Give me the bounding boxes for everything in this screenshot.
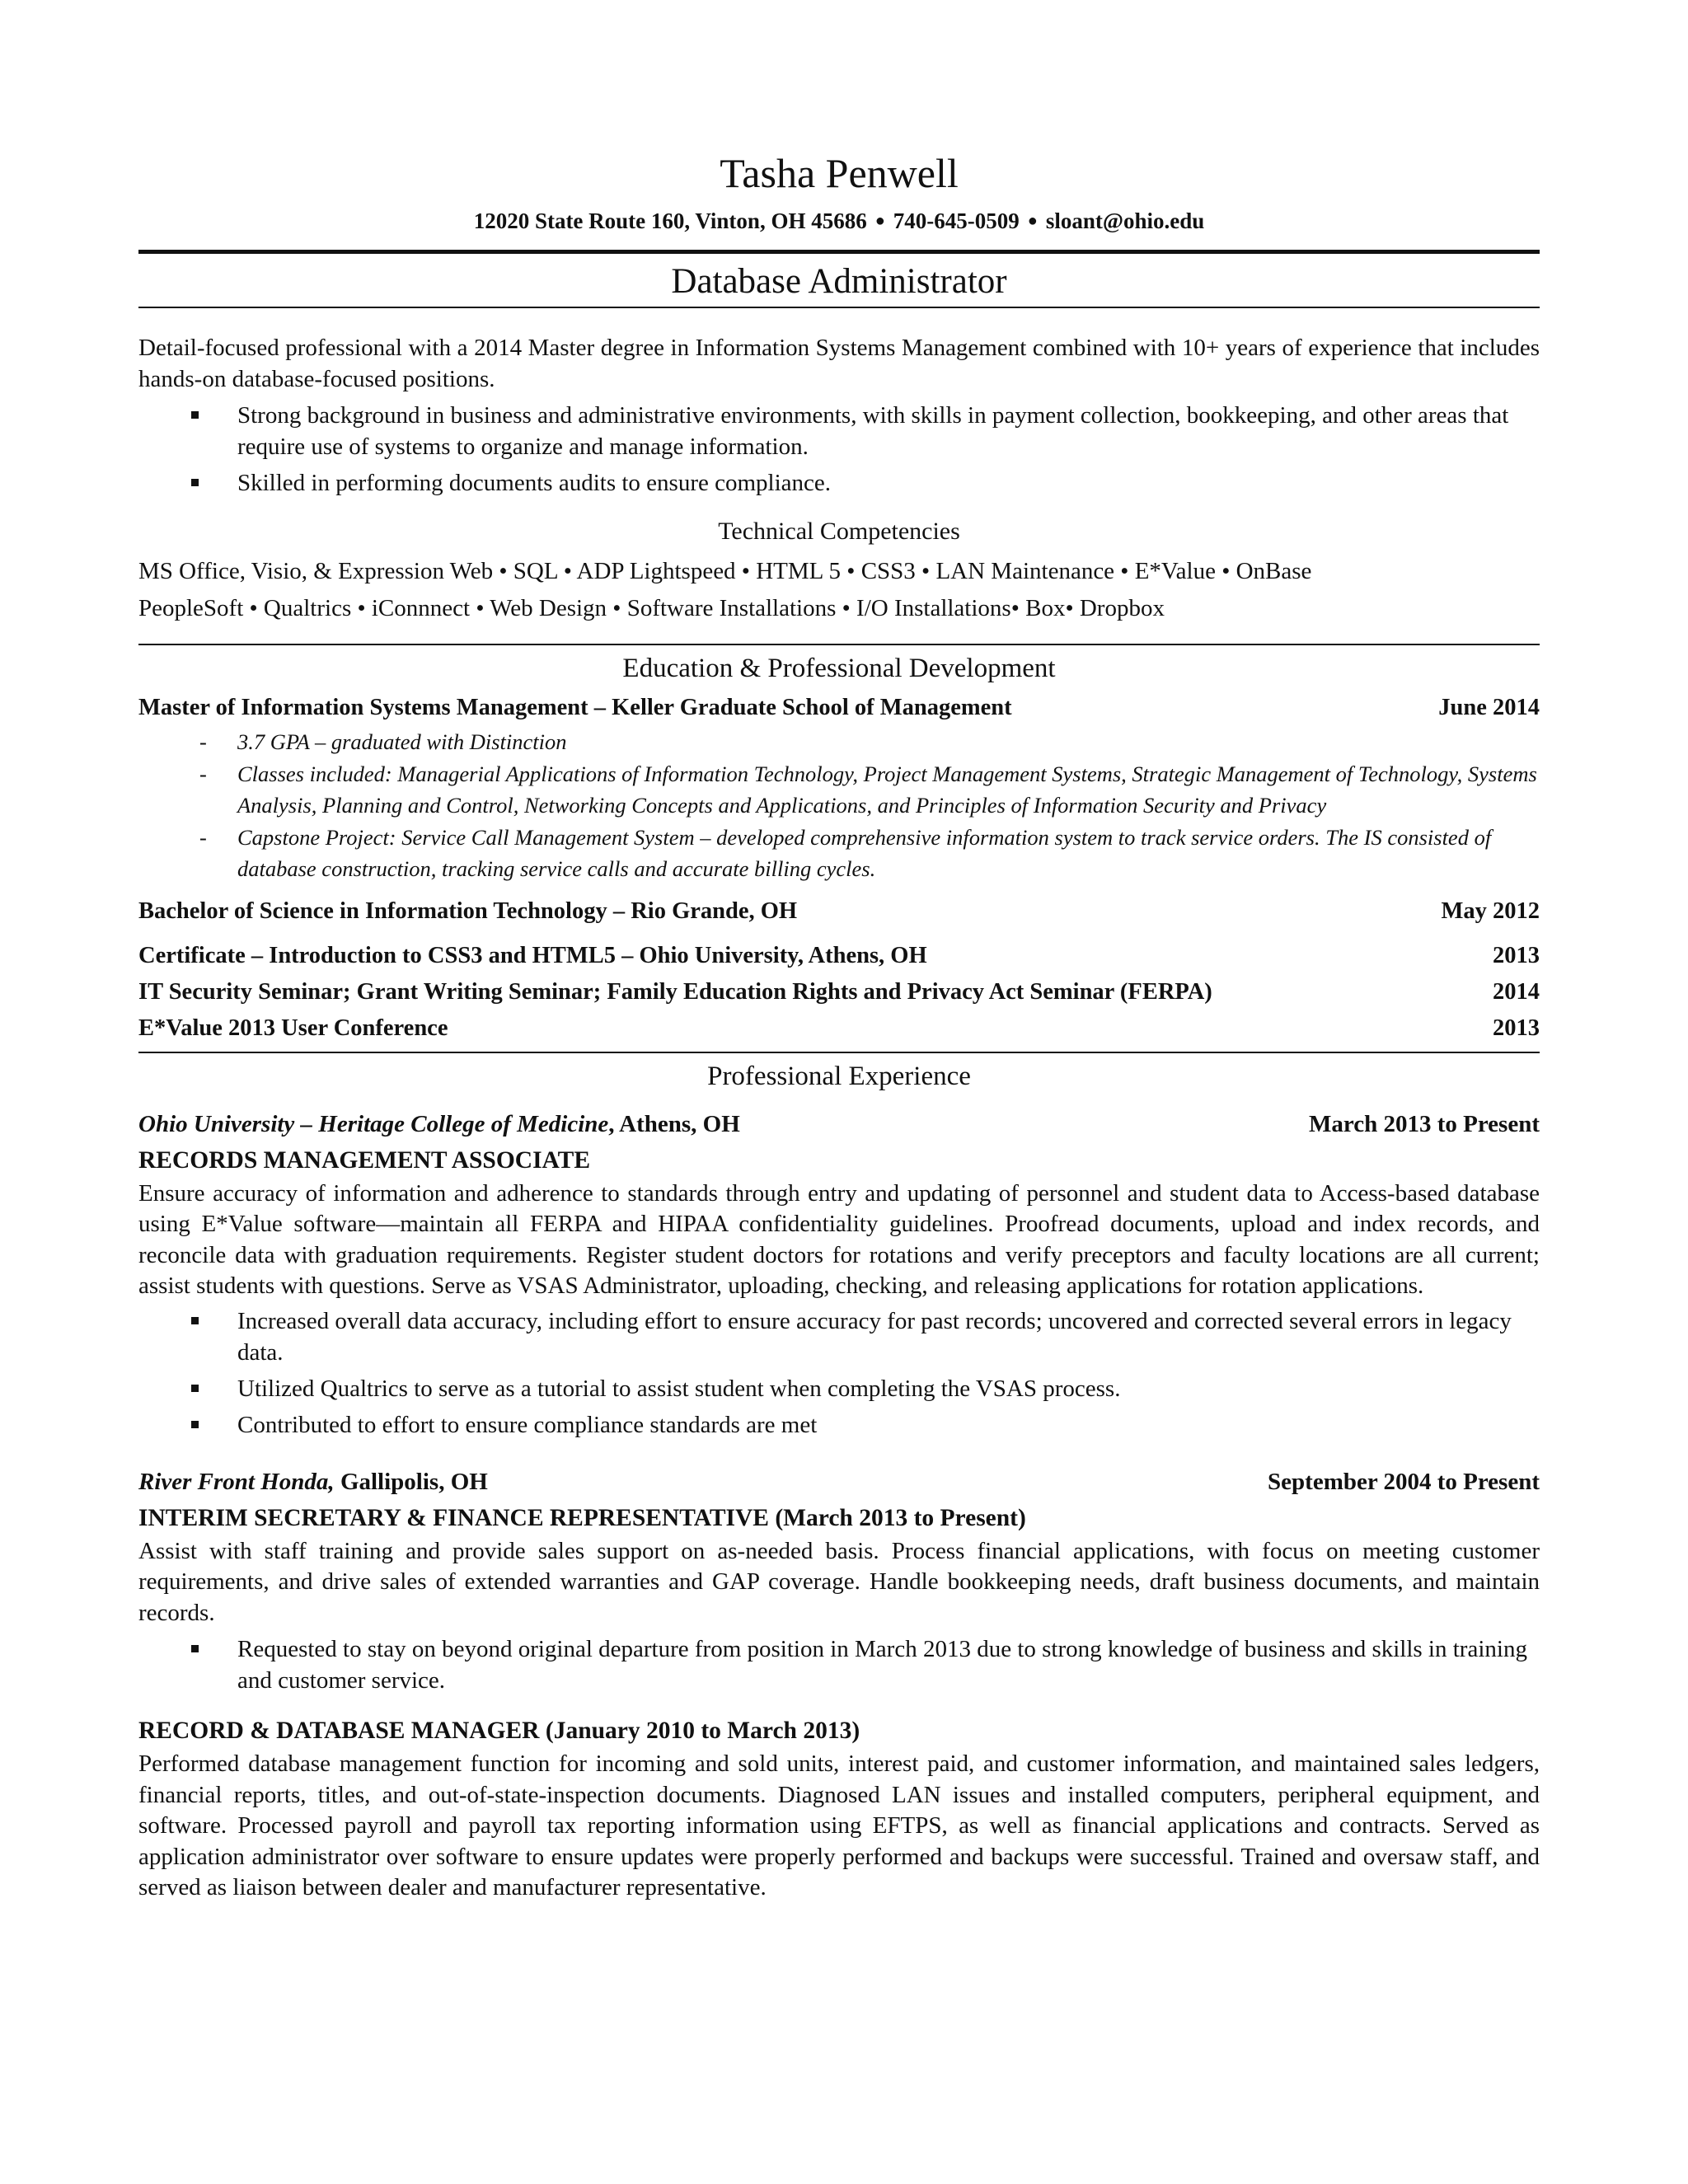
employer <box>138 1106 740 1142</box>
list-item <box>138 1305 1540 1368</box>
list-item <box>138 1633 1540 1696</box>
masters-degree: Master of Information Systems Management – Keller Graduate School of Management <box>138 695 1012 720</box>
position-description: Assist with staff training and provide sales support on as-needed basis. Process financial applications, with focus on meeting customer requirements, and drive sales of extended warranties and GAP coverage. Handle bookkeeping needs, draft business documents, and maintain records. <box>138 1537 1540 1626</box>
employer-row <box>138 1106 1540 1142</box>
section-divider <box>138 1052 1540 1053</box>
phone: 740-645-0509 <box>893 209 1020 233</box>
list-item <box>138 758 1540 822</box>
bullet-text: Utilized Qualtrics to serve as a tutorial to assist student when completing the VSAS process. <box>237 1375 1121 1402</box>
summary-bullets <box>138 400 1540 499</box>
dash-bullet-icon: - <box>199 824 207 850</box>
bullet-text: Increased overall data accuracy, including effort to ensure accuracy for past records; uncovered and corrected several errors in legacy data. <box>237 1307 1512 1366</box>
masters-row <box>138 690 1540 726</box>
certificate-row <box>138 1010 1540 1047</box>
section-divider <box>138 644 1540 645</box>
square-bullet-icon <box>191 1421 199 1428</box>
bullet-text: Strong background in business and administrative environments, with skills in payment collection, bookkeeping, and other areas that require use of systems to organize and manage information. <box>237 402 1509 460</box>
list-item <box>138 1373 1540 1404</box>
employer-name: River Front Honda, <box>138 1468 335 1495</box>
bachelors-date: May 2012 <box>1441 898 1540 924</box>
list-item <box>138 726 1540 758</box>
masters-date: June 2014 <box>1438 695 1540 720</box>
employer-name: Ohio University – Heritage College of Medicine <box>138 1110 609 1137</box>
detail-text: Capstone Project: Service Call Management System – developed comprehensive information system to track service orders. The IS consisted of database construction, tracking service calls and accurate billing cycles. <box>237 824 1492 881</box>
summary-paragraph: Detail-focused professional with a 2014 Master degree in Information Systems Management combined with 10+ years of experience that includes hands-on database-focused positions. <box>138 335 1540 392</box>
bachelors-row <box>138 893 1540 930</box>
candidate-name: Tasha Penwell <box>720 150 959 196</box>
contact-line <box>138 206 1540 238</box>
position-bullets <box>138 1633 1540 1696</box>
separator-dot: ● <box>874 212 885 230</box>
bullet-text: Contributed to effort to ensure compliance standards are met <box>237 1411 818 1438</box>
dash-bullet-icon: - <box>199 761 207 786</box>
square-bullet-icon <box>191 411 199 419</box>
certificate-label: IT Security Seminar; Grant Writing Seminar; Family Education Rights and Privacy Act Seminar (FERPA) <box>138 978 1212 1005</box>
employment-dates: September 2004 to Present <box>1268 1468 1540 1495</box>
list-item <box>138 467 1540 499</box>
certificate-date: 2013 <box>1493 942 1540 968</box>
position-description: Ensure accuracy of information and adherence to standards through entry and updating of personnel and student data to Access-based database using E*Value software—maintain all FERPA and HIPAA confidentiality guidelines. Proofread documents, upload and index records, and reconcile data with graduation requirements. Register student doctors for rotations and verify preceptors and faculty locations are all current; assist students with questions. Serve as VSAS Administrator, uploading, checking, and releasing applications for rotation applications. <box>138 1179 1540 1299</box>
certificate-date: 2014 <box>1493 978 1540 1005</box>
position-title: RECORDS MANAGEMENT ASSOCIATE <box>138 1146 591 1174</box>
certificate-label: Certificate – Introduction to CSS3 and HTML5 – Ohio University, Athens, OH <box>138 942 927 968</box>
dash-bullet-icon: - <box>199 729 207 754</box>
certificate-date: 2013 <box>1493 1015 1540 1041</box>
competencies-line-1: MS Office, Visio, & Expression Web • SQL • ADP Lightspeed • HTML 5 • CSS3 • LAN Maintenance • E*Value • OnBase <box>138 558 1312 584</box>
position-description: Performed database management function for incoming and sold units, interest paid, and customer information, and maintained sales ledgers, financial reports, titles, and out-of-state-inspection documents. Diagnosed LAN issues and installed computers, peripheral equipment, and software. Processed payroll and payroll tax reporting information using EFTPS, as well as financial applications and contracts. Served as application administrator over software to ensure updates were properly performed and backups were successful. Trained and oversaw staff, and served as liaison between dealer and manufacturer representative. <box>138 1750 1540 1900</box>
email-link[interactable]: sloant@ohio.edu <box>1045 209 1205 233</box>
masters-details <box>138 726 1540 885</box>
list-item <box>138 822 1540 885</box>
bullet-text: Requested to stay on beyond original departure from position in March 2013 due to strong knowledge of business and skills in training and customer service. <box>237 1636 1527 1694</box>
employer-location: , Athens, OH <box>608 1110 740 1137</box>
position-title: RECORD & DATABASE MANAGER (January 2010 to March 2013) <box>138 1718 860 1744</box>
square-bullet-icon <box>191 479 199 486</box>
square-bullet-icon <box>191 1317 199 1324</box>
certificate-row <box>138 938 1540 974</box>
bachelors-degree: Bachelor of Science in Information Technology – Rio Grande, OH <box>138 898 798 924</box>
employer-row <box>138 1464 1540 1500</box>
square-bullet-icon <box>191 1385 199 1392</box>
certificate-label: E*Value 2013 User Conference <box>138 1015 448 1041</box>
education-heading: Education & Professional Development <box>622 654 1056 683</box>
address: 12020 State Route 160, Vinton, OH 45686 <box>473 209 867 233</box>
competencies-heading: Technical Competencies <box>718 518 960 545</box>
certificate-row <box>138 974 1540 1010</box>
position-title: INTERIM SECRETARY & FINANCE REPRESENTATIVE (March 2013 to Present) <box>138 1504 1026 1531</box>
list-item <box>138 400 1540 462</box>
separator-dot: ● <box>1027 212 1038 230</box>
summary-section <box>138 333 1540 499</box>
employer <box>138 1464 488 1500</box>
position-bullets <box>138 1305 1540 1441</box>
job-title: Database Administrator <box>671 262 1007 301</box>
detail-text: 3.7 GPA – graduated with Distinction <box>237 729 567 754</box>
bullet-text: Skilled in performing documents audits to ensure compliance. <box>237 470 832 496</box>
employer-location: Gallipolis, OH <box>334 1468 488 1495</box>
detail-text: Classes included: Managerial Applications of Information Technology, Project Management Systems, Strategic Management of Technology, Systems Analysis, Planning and Control, Networking Concepts and Applications, and Principles of Information Security and Privacy <box>237 761 1537 818</box>
employment-dates: March 2013 to Present <box>1308 1110 1540 1137</box>
experience-heading: Professional Experience <box>707 1061 971 1091</box>
square-bullet-icon <box>191 1645 199 1652</box>
competencies-line-2: PeopleSoft • Qualtrics • iConnnect • Web Design • Software Installations • I/O Installations• Box• Dropbox <box>138 595 1165 621</box>
list-item <box>138 1409 1540 1441</box>
title-divider <box>138 307 1540 308</box>
